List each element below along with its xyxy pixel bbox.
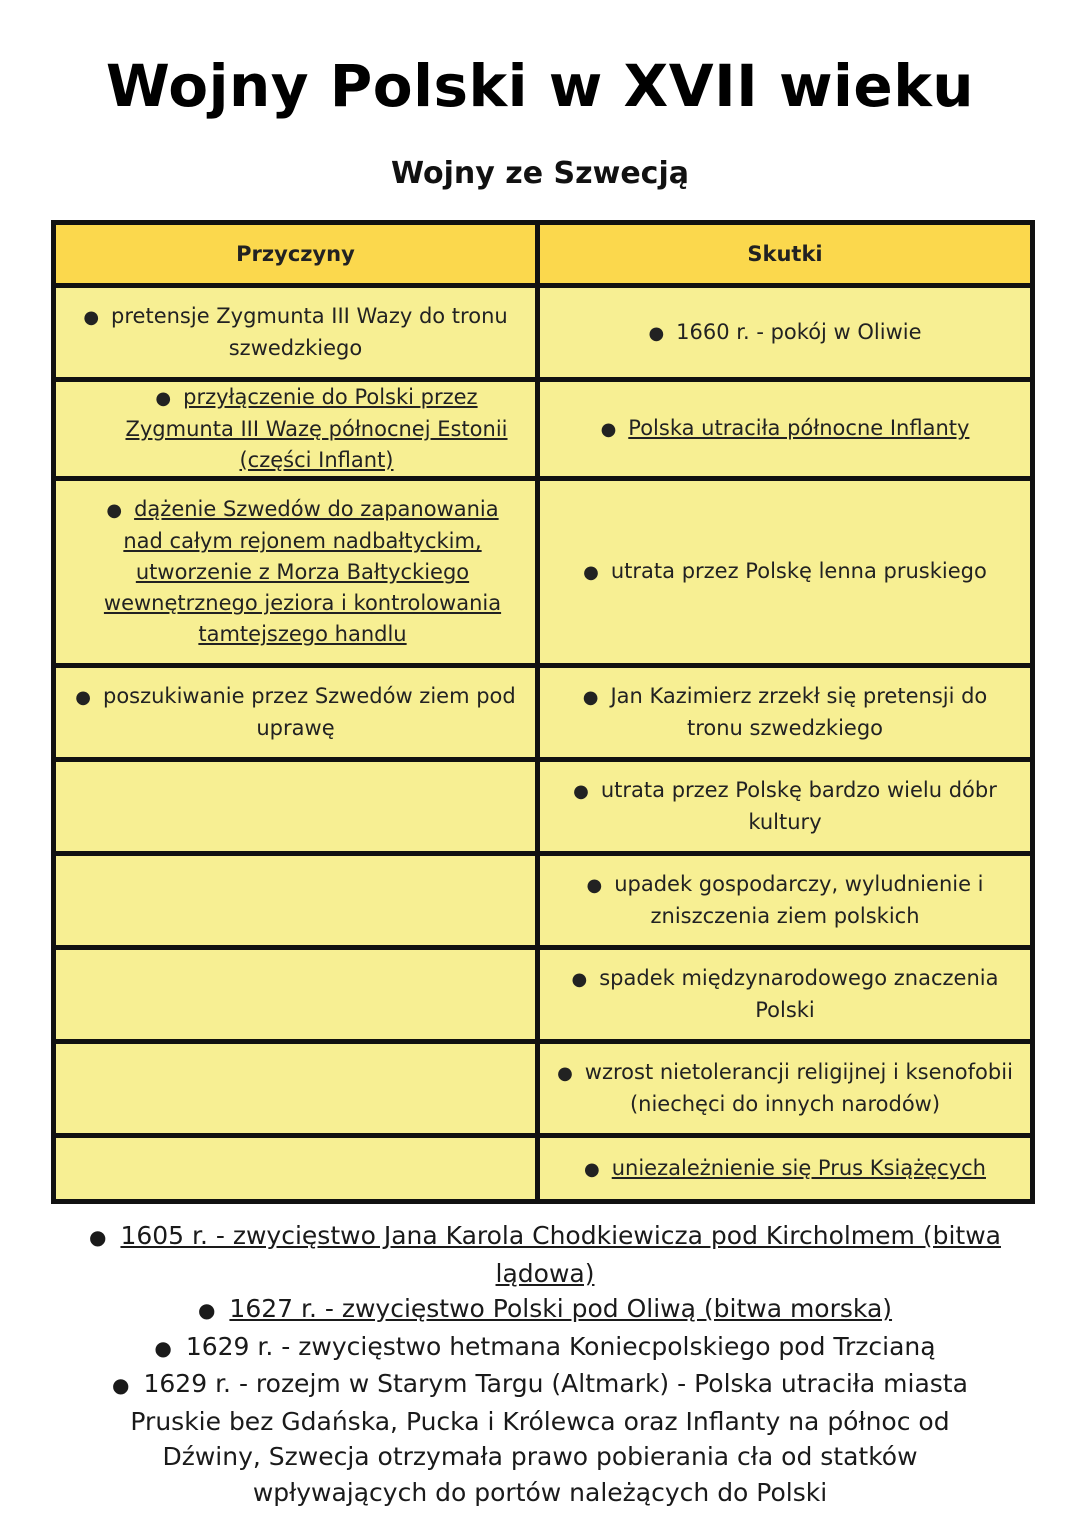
cause-cell bbox=[54, 286, 538, 380]
effect-cell bbox=[538, 760, 1033, 854]
list-item bbox=[40, 1291, 1050, 1329]
cause-text: dążenie Szwedów do zapanowania nad całym rejonem nadbałtyckim, utworzenie z Morza Bałtyckiego wewnętrznego jeziora i kontrolowania tamtejszego handlu bbox=[103, 497, 502, 646]
cause-cell-empty bbox=[54, 854, 538, 948]
causes-effects-table bbox=[51, 220, 1035, 1204]
effect-text: Polska utraciła północne Inflanty bbox=[628, 416, 970, 440]
effect-text: utrata przez Polskę lenna pruskiego bbox=[610, 559, 987, 583]
events-list bbox=[40, 1218, 1050, 1510]
bullet-icon: ● bbox=[571, 969, 588, 990]
effect-cell bbox=[538, 1136, 1033, 1202]
list-item bbox=[40, 1366, 1050, 1510]
effect-text: Jan Kazimierz zrzekł się pretensji do tronu szwedzkiego bbox=[610, 684, 988, 740]
cause-cell bbox=[54, 479, 538, 666]
cause-cell-empty bbox=[54, 1136, 538, 1202]
bullet-icon: ● bbox=[89, 1225, 107, 1249]
table-header-row bbox=[54, 223, 1033, 286]
cause-text: pretensje Zygmunta III Wazy do tronu szwedzkiego bbox=[111, 304, 508, 360]
effect-cell bbox=[538, 380, 1033, 479]
bullet-icon: ● bbox=[197, 1298, 216, 1322]
bullet-icon: ● bbox=[573, 781, 589, 802]
effect-text: utrata przez Polskę bardzo wielu dóbr kultury bbox=[600, 778, 997, 834]
table-row bbox=[54, 948, 1033, 1042]
bullet-icon: ● bbox=[557, 1063, 573, 1084]
header-effects: Skutki bbox=[538, 223, 1033, 286]
table-row bbox=[54, 760, 1033, 854]
effect-text: spadek międzynarodowego znaczenia Polski bbox=[599, 966, 999, 1022]
effect-cell bbox=[538, 1042, 1033, 1136]
list-item bbox=[40, 1329, 1050, 1367]
section-subtitle: Wojny ze Szwecją bbox=[391, 156, 689, 191]
table-row bbox=[54, 1136, 1033, 1202]
effect-cell bbox=[538, 479, 1033, 666]
event-text: 1605 r. - zwycięstwo Jana Karola Chodkiewicza pod Kircholmem (bitwa lądowa) bbox=[120, 1221, 1001, 1288]
effect-text: upadek gospodarczy, wyludnienie i zniszczenia ziem polskich bbox=[614, 872, 984, 928]
bullet-icon: ● bbox=[583, 562, 599, 583]
table-row bbox=[54, 666, 1033, 760]
bullet-icon: ● bbox=[600, 419, 617, 440]
bullet-icon: ● bbox=[112, 1373, 130, 1397]
cause-cell-empty bbox=[54, 948, 538, 1042]
cause-text: poszukiwanie przez Szwedów ziem pod uprawę bbox=[102, 684, 516, 740]
bullet-icon: ● bbox=[584, 1158, 600, 1180]
cause-cell bbox=[54, 666, 538, 760]
effect-text: 1660 r. - pokój w Oliwie bbox=[676, 319, 922, 344]
event-text: 1629 r. - zwycięstwo hetmana Koniecpolskiego pod Trzcianą bbox=[185, 1331, 936, 1361]
bullet-icon: ● bbox=[75, 687, 91, 708]
page-title: Wojny Polski w XVII wieku bbox=[105, 52, 975, 120]
list-item bbox=[40, 1218, 1050, 1291]
effect-cell bbox=[538, 286, 1033, 380]
cause-cell-empty bbox=[54, 1042, 538, 1136]
table-row bbox=[54, 479, 1033, 666]
table-row bbox=[54, 1042, 1033, 1136]
table-row bbox=[54, 380, 1033, 479]
bullet-icon: ● bbox=[83, 307, 100, 328]
table-row bbox=[54, 854, 1033, 948]
effect-cell bbox=[538, 854, 1033, 948]
bullet-icon: ● bbox=[155, 388, 172, 409]
bullet-icon: ● bbox=[586, 875, 603, 896]
bullet-icon: ● bbox=[106, 500, 123, 521]
bullet-icon: ● bbox=[154, 1335, 172, 1360]
bullet-icon: ● bbox=[648, 322, 665, 344]
cause-cell-empty bbox=[54, 760, 538, 854]
effect-cell bbox=[538, 948, 1033, 1042]
event-text: 1627 r. - zwycięstwo Polski pod Oliwą (bitwa morska) bbox=[229, 1294, 893, 1323]
table-row bbox=[54, 286, 1033, 380]
header-causes: Przyczyny bbox=[54, 223, 538, 286]
event-text: 1629 r. - rozejm w Starym Targu (Altmark) - Polska utraciła miasta Pruskie bez Gdańska, Pucka i Królewca oraz Inflanty na północ od Dźwiny, Szwecja otrzymała prawo pobierania cła od statków wpływających do portów należących do Polski bbox=[130, 1369, 968, 1507]
cause-cell bbox=[54, 380, 538, 479]
effect-text: uniezależnienie się Prus Książęcych bbox=[611, 1155, 986, 1180]
bullet-icon: ● bbox=[582, 687, 599, 708]
cause-text: przyłączenie do Polski przez Zygmunta III Wazę północnej Estonii (części Inflant) bbox=[125, 385, 508, 472]
effect-cell bbox=[538, 666, 1033, 760]
effect-text: wzrost nietolerancji religijnej i ksenofobii (niechęci do innych narodów) bbox=[584, 1060, 1013, 1116]
